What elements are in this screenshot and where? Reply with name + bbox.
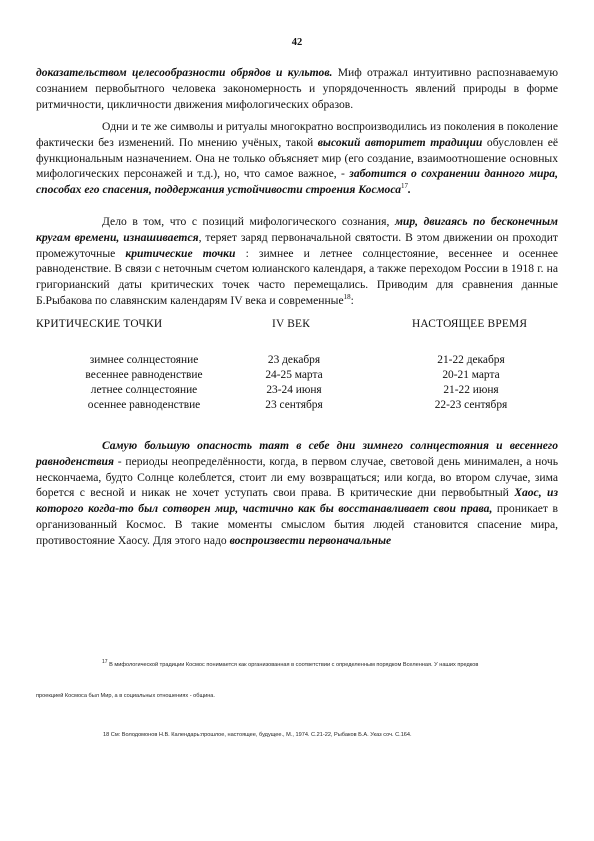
- emphasis: мир, двигаясь по бесконечным кругам времени, изнашивается: [36, 215, 558, 244]
- table-cell: 20-21 марта: [442, 369, 500, 381]
- footnote-17: [102, 659, 479, 668]
- paragraph-3: [36, 214, 558, 309]
- table-cell: 23 декабря: [267, 354, 321, 366]
- page-number: 42: [291, 37, 303, 48]
- emphasis: воспроизвести первоначальные: [229, 533, 392, 547]
- text: проникает в организованный Космос. В такие моменты смыслом бытия людей становится спасение мира, противостояние Хаосу. Для этого надо: [36, 502, 558, 547]
- table-header-4th-century: IV ВЕК: [272, 318, 311, 330]
- table-row: [36, 399, 558, 414]
- critical-points-table: [36, 318, 558, 418]
- emphasis: заботится о сохранении данного мира, способах его спасения, поддержания устойчивости строения Космоса: [36, 167, 558, 197]
- text: :: [350, 293, 354, 307]
- text: Миф отражал интуитивно распознаваемую сознанием первобытного человека закономерность и упорядоченность явлений природы в форме ритмичности, цикличности движения мифологических образов.: [36, 66, 558, 111]
- table-cell: 21-22 июня: [443, 384, 499, 396]
- paragraph-1: [36, 65, 558, 112]
- footnote-18: 18 См: Володомонов Н.В. Календарь:прошлое, настоящее, будущее., М., 1974. С.21-22, Рыбаков Б.А. Указ соч. С.164.: [103, 732, 412, 738]
- text: обусловлен её функциональным назначением. Она не только объясняет мир (его создание, взаимоотношение основных мифологических персонажей и т.д.), но, что самое важное, -: [36, 135, 558, 181]
- footnote-17-continued: проекцией Космоса был Мир, а в социальных отношениях - община.: [36, 693, 215, 699]
- footnote-17-text: В мифологической традиции Космос понимается как организованная в соответствии с определенным порядком Вселенная. У наших предков: [107, 662, 479, 668]
- text: Одни и те же символы и ритуалы многократно воспроизводились из поколения в поколение фактически без изменений. По мнению учёных, такой: [36, 120, 558, 149]
- table-row: [36, 369, 558, 384]
- footnote-17-number: 17: [102, 659, 108, 666]
- footnote-ref-18: 18: [343, 293, 351, 302]
- table-row: [36, 354, 558, 369]
- table-cell: 21-22 декабря: [437, 354, 505, 366]
- table-cell: осеннее равноденствие: [87, 399, 201, 411]
- text: - периоды неопределённости, когда, в первом случае, световой день минимален, а ночь нескончаема, будто Солнце колеблется, стоит ли ему возвращаться; или когда, во втором случае, зима борется с весной и никак не хочет уступать свои права. В критические дни первобытный: [36, 454, 558, 500]
- emphasis: критические точки: [125, 246, 236, 260]
- table-header-present: НАСТОЯЩЕЕ ВРЕМЯ: [412, 318, 528, 330]
- table-cell: 24-25 марта: [265, 369, 323, 381]
- footnote-ref-17: 17: [401, 182, 408, 191]
- table-cell: 23 сентября: [265, 399, 323, 411]
- table-cell: весеннее равноденствие: [85, 369, 203, 381]
- table-row: [36, 384, 558, 399]
- table-cell: 23-24 июня: [266, 384, 322, 396]
- paragraph-4: [36, 438, 558, 549]
- text: Дело в том, что с позиций мифологического сознания,: [102, 215, 395, 228]
- emphasis: Хаос, из которого когда-то был сотворен мир, частично как бы восстанавливает свои права,: [36, 486, 558, 516]
- paragraph-2: [36, 119, 558, 198]
- table-cell: зимнее солнцестояние: [89, 354, 199, 366]
- emphasis: доказательством целесообразности обрядов и культов.: [36, 66, 333, 79]
- emphasis: Самую большую опасность таят в себе дни зимнего солнцестояния и весеннего равноденствия: [36, 439, 558, 468]
- text: : зимнее и летнее солнцестояние, весеннее и осеннее равноденствие. В связи с неточным счетом юлианского календаря, а также переходом России в 1918 г. на григорианский даты критических точек часто перемещались. Приводим для сравнения данные Б.Рыбакова по славянским календарям IV века и современные: [36, 246, 559, 307]
- text: .: [408, 183, 411, 197]
- table-header-points: КРИТИЧЕСКИЕ ТОЧКИ: [36, 318, 163, 330]
- text: , теряет заряд первоначальной святости. В этом движении он проходит промежуточные: [36, 230, 559, 260]
- table-cell: летнее солнцестояние: [90, 384, 198, 396]
- table-cell: 22-23 сентября: [434, 399, 508, 411]
- emphasis: высокий авторитет традиции: [317, 135, 483, 149]
